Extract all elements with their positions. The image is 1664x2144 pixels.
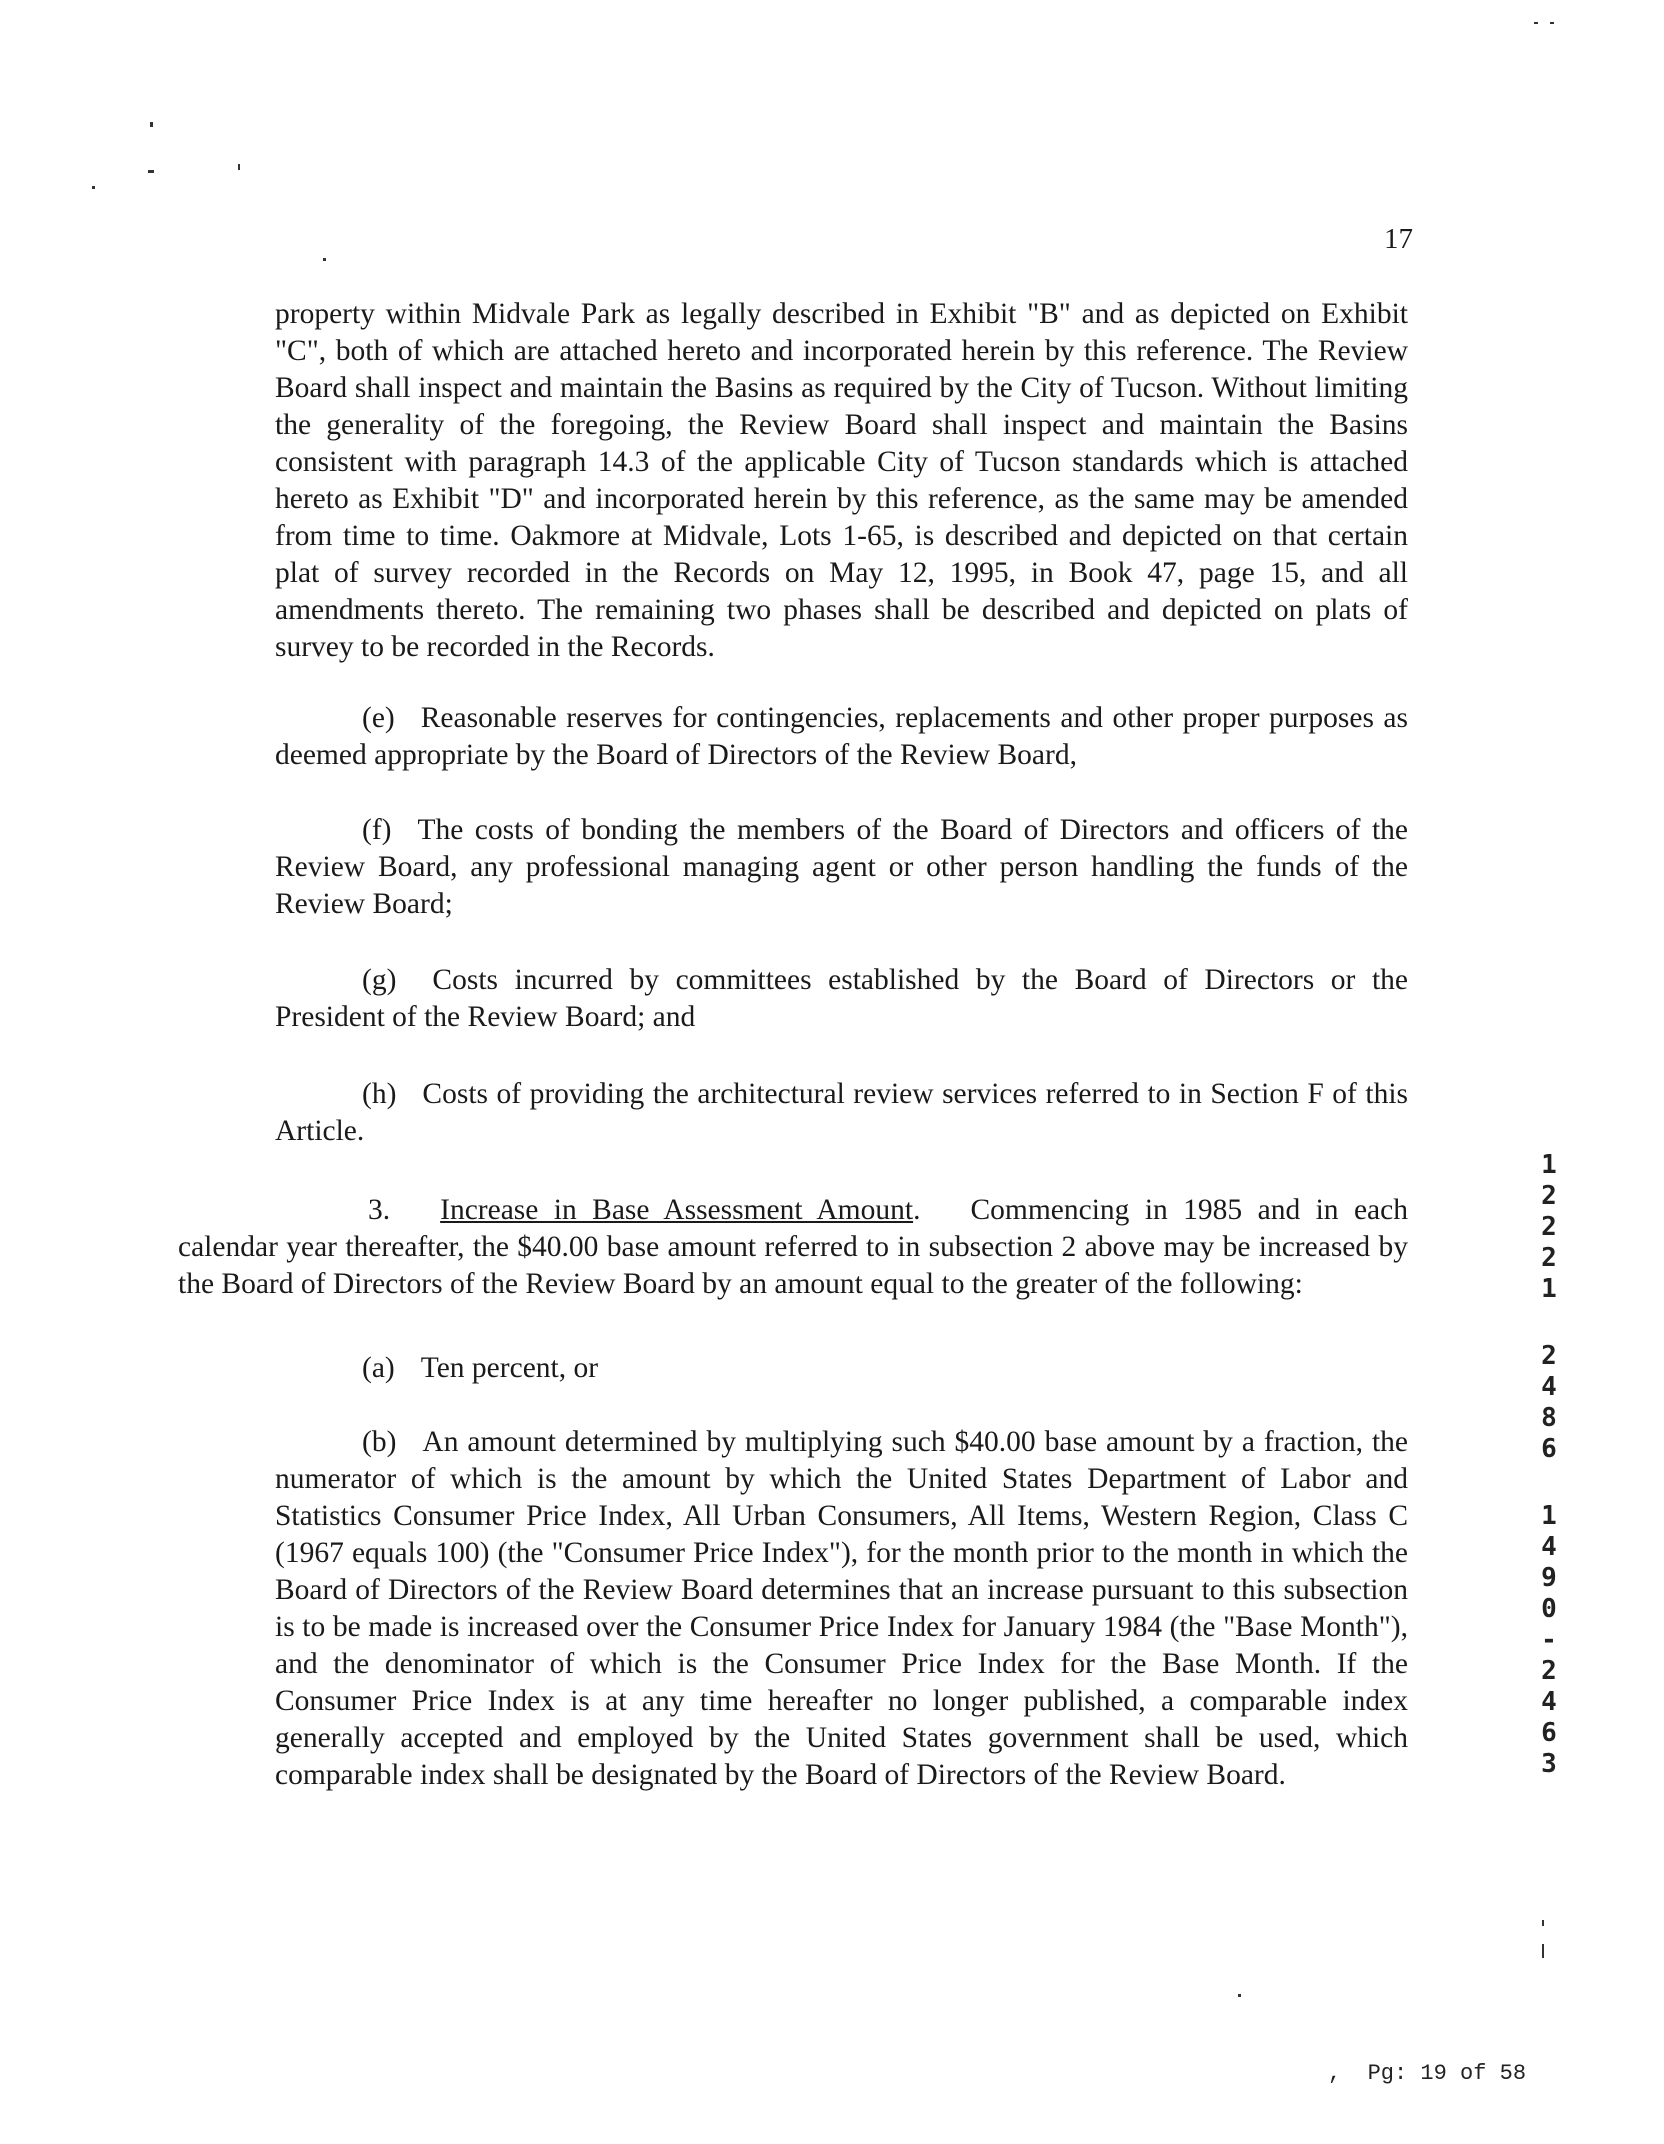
footer-prefix: , — [1328, 2061, 1342, 2086]
item-label: (f) — [362, 814, 392, 846]
item-text: An amount determined by multiplying such $40.00 base amount by a fraction, the numerator of which is the amount by which the United States Department of Labor and Statistics Consumer Price Index, All Urban Consumers, All Items, Western Region, Class C (1967 equals 100) (the "Consumer Price Index"), for the month prior to the month in which the Board of Directors of the Review Board determines that an increase pursuant to this subsection is to be made is increased over the Consumer Price Index for January 1984 (the "Base Month"), and the denominator of which is the Consumer Price Index for the Base Month. If the Consumer Price Index is at any time hereafter no longer published, a comparable index generally accepted and employed by the United States government shall be used, which comparable index shall be designated by the Board of Directors of the Review Board. — [275, 1426, 1408, 1791]
section-3 — [178, 1192, 1408, 1303]
item-label: (g) — [362, 964, 397, 996]
stamp-char: 1 — [1541, 1501, 1557, 1531]
stamp-char: 4 — [1541, 1687, 1557, 1717]
stamp-char: 6 — [1541, 1718, 1557, 1748]
page-footer — [1328, 2061, 1526, 2086]
item-e — [275, 700, 1408, 774]
item-h — [275, 1076, 1408, 1150]
stamp-char: 9 — [1541, 1563, 1557, 1593]
item-label: (e) — [362, 702, 395, 734]
stamp-char: 2 — [1541, 1212, 1557, 1242]
scan-speck — [1550, 22, 1554, 24]
sub-item-a — [275, 1350, 1408, 1387]
item-label: (a) — [362, 1352, 395, 1384]
scan-speck — [148, 170, 154, 173]
stamp-char: 1 — [1541, 1274, 1557, 1304]
stamp-char: 2 — [1541, 1341, 1557, 1371]
section-number: 3. — [368, 1194, 391, 1226]
stamp-char: 2 — [1541, 1243, 1557, 1273]
item-text: Ten percent, or — [420, 1352, 599, 1384]
stamp-char: 6 — [1541, 1434, 1557, 1464]
sub-item-b — [275, 1424, 1408, 1794]
item-label: (b) — [362, 1426, 397, 1458]
stamp-char: 2 — [1541, 1656, 1557, 1686]
stamp-char: 0 — [1541, 1594, 1557, 1624]
scan-speck — [323, 258, 326, 261]
item-text: The costs of bonding the members of the Board of Directors and officers of the Review Board, any professional managing agent or other person handling the funds of the Review Board; — [275, 814, 1408, 920]
footer-page-count: Pg: 19 of 58 — [1367, 2061, 1527, 2086]
item-g — [275, 962, 1408, 1036]
item-text: Reasonable reserves for contingencies, replacements and other proper purposes as deemed appropriate by the Board of Directors of the Review Board, — [275, 702, 1408, 771]
stamp-char: 8 — [1541, 1403, 1557, 1433]
stamp-char: 4 — [1541, 1372, 1557, 1402]
recording-side-stamp — [1532, 1150, 1566, 1780]
stamp-char: - — [1541, 1625, 1557, 1655]
item-label: (h) — [362, 1078, 397, 1110]
paragraph-exhibit-basins: property within Midvale Park as legally described in Exhibit "B" and as depicted on Exhibit "C", both of which are attached hereto and incorporated herein by this reference. The Review Board shall inspect and maintain the Basins as required by the City of Tucson. Without limiting the generality of the foregoing, the Review Board shall inspect and maintain the Basins consistent with paragraph 14.3 of the applicable City of Tucson standards which is attached hereto as Exhibit "D" and incorporated herein by this reference, as the same may be amended from time to time. Oakmore at Midvale, Lots 1-65, is described and depicted on that certain plat of survey recorded in the Records on May 12, 1995, in Book 47, page 15, and all amendments thereto. The remaining two phases shall be described and depicted on plats of survey to be recorded in the Records. — [275, 298, 1408, 663]
scan-speck — [238, 164, 240, 170]
section-heading-period: . — [913, 1194, 921, 1226]
scan-speck — [1534, 22, 1538, 24]
scan-speck — [92, 186, 95, 189]
scan-speck — [1542, 1944, 1544, 1958]
item-f — [275, 812, 1408, 923]
item-text: Costs incurred by committees established by the Board of Directors or the President of the Review Board; and — [275, 964, 1408, 1033]
stamp-char: 1 — [1541, 1150, 1557, 1180]
section-text: Commencing in 1985 and in each calendar year thereafter, the $40.00 base amount referred to in subsection 2 above may be increased by the Board of Directors of the Review Board by an amount equal to the greater of the following: — [178, 1194, 1408, 1300]
page-number: 17 — [1384, 223, 1413, 255]
scan-speck — [150, 122, 153, 127]
stamp-char: 4 — [1541, 1532, 1557, 1562]
stamp-char: 2 — [1541, 1181, 1557, 1211]
item-text: Costs of providing the architectural review services referred to in Section F of this Article. — [275, 1078, 1408, 1147]
scan-speck — [1542, 1920, 1544, 1926]
scan-speck — [1238, 1994, 1241, 1997]
section-heading: Increase in Base Assessment Amount — [440, 1194, 914, 1226]
stamp-char: 3 — [1541, 1749, 1557, 1779]
